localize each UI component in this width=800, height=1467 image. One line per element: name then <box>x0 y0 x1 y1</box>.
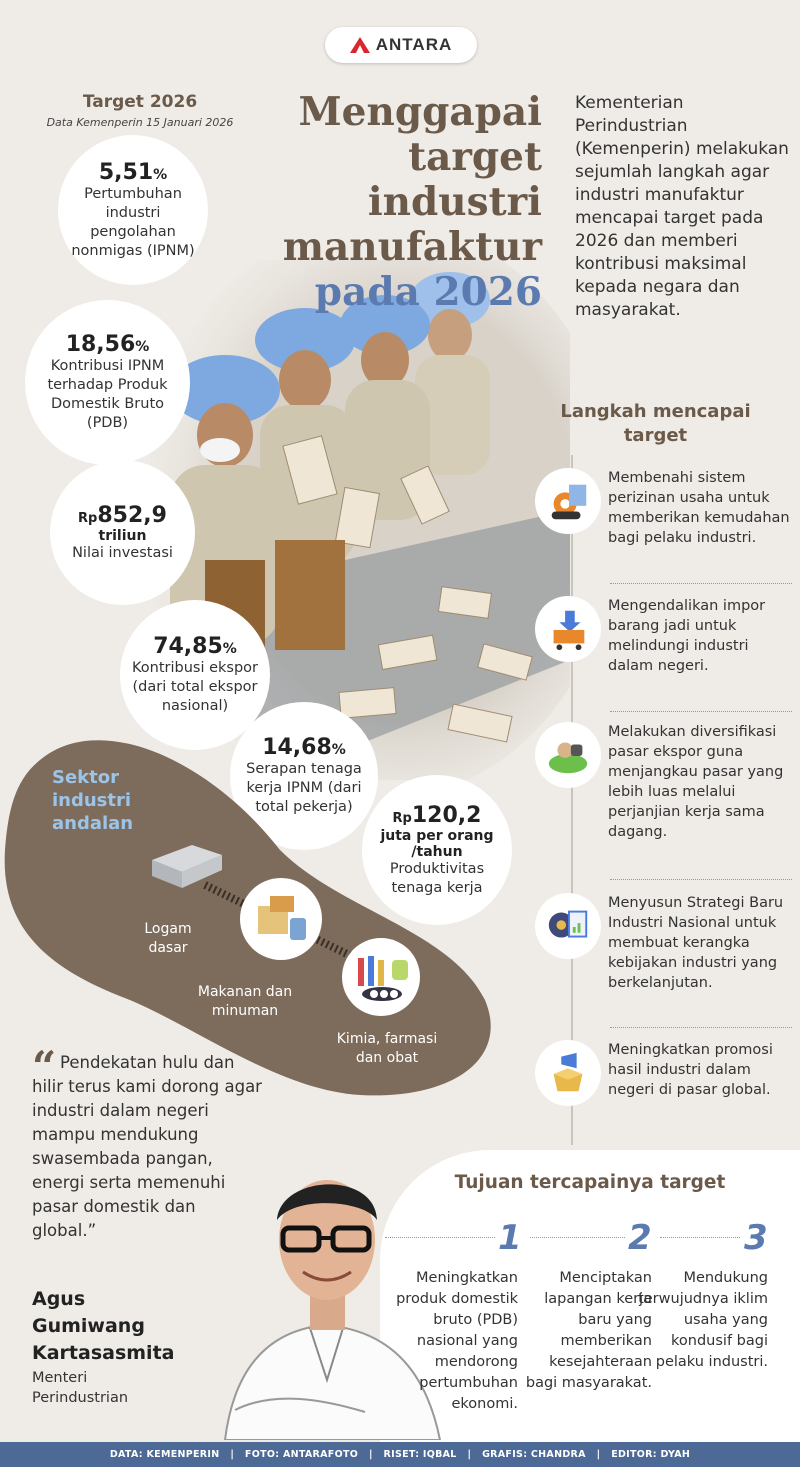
logam-icon <box>142 830 232 900</box>
antara-logo-icon <box>350 37 370 53</box>
goal-text-3: Mendukung terwujudnya iklim usaha yang kondusif bagi pelaku industri. <box>638 1270 768 1370</box>
title-line-3: manufaktur <box>282 224 542 270</box>
goal-number-3: 3 <box>744 1218 768 1258</box>
goal-text-2: Menciptakan lapangan kerja baru yang memberikan kesejahteraan bagi masyarakat. <box>525 1270 652 1391</box>
step-divider <box>610 879 792 880</box>
step-text-5: Meningkatkan promosi hasil industri dalam negeri di pasar global. <box>608 1042 773 1098</box>
target-source: Data Kemenperin 15 Januari 2026 <box>46 116 234 129</box>
kimia-icon <box>342 938 420 1016</box>
speaker-name <box>32 1286 174 1367</box>
sektor-title-line: industri <box>52 790 132 811</box>
handshake-globe-icon <box>535 722 601 788</box>
sektor-title <box>52 766 133 835</box>
step-text-3: Melakukan diversifikasi pasar ekspor guna menjangkau pasar yang lebih luas melalui perjanjian kerja sama dagang. <box>608 724 784 840</box>
title-line-4: pada 2026 <box>314 269 542 315</box>
goal-number-2: 2 <box>628 1218 652 1258</box>
sector-label-logam: Logam dasar <box>144 921 192 956</box>
credits-footer <box>0 1442 800 1467</box>
goal-number-1: 1 <box>498 1218 522 1258</box>
goal-divider <box>530 1237 625 1238</box>
stat-value: 18,56% <box>65 332 150 357</box>
stat-bubble-growth <box>58 135 208 285</box>
speaker-name-line: Agus <box>32 1288 86 1310</box>
step-divider <box>610 583 792 584</box>
stat-value: Rp120,2 <box>392 802 482 828</box>
goal-divider <box>660 1237 740 1238</box>
stat-value: 5,51% <box>98 159 168 185</box>
step-text-4: Menyusun Strategi Baru Industri Nasional untuk membuat kerangka kebijakan industri yang berkelanjutan. <box>608 895 784 991</box>
title-line-2: target industri <box>367 134 542 225</box>
page-title <box>280 90 542 315</box>
intro-paragraph: Kementerian Perindustrian (Kemenperin) melakukan sejumlah langkah agar industri manufaktur mencapai target pada 2026 dan memberi kontribusi maksimal kepada negara dan masyarakat. <box>575 93 789 320</box>
step-text-1: Membenahi sistem perizinan usaha untuk memberikan kemudahan bagi pelaku industri. <box>608 470 790 546</box>
credits-text: DATA: KEMENPERIN | FOTO: ANTARAFOTO | RISET: IQBAL | GRAFIS: CHANDRA | EDITOR: DYAH <box>109 1449 691 1460</box>
stat-value: Rp852,9 <box>78 502 167 528</box>
goal-divider <box>385 1237 495 1238</box>
stat-bubble-pdb <box>25 300 190 465</box>
quote-body: Pendekatan hulu dan hilir terus kami dorong agar industri dalam negeri mampu mendukung swasembada pangan, energi serta memenuhi pasar domestik dan global.” <box>32 1053 262 1240</box>
stat-desc: Nilai investasi <box>72 544 173 561</box>
speaker-name-line: Gumiwang <box>32 1315 145 1337</box>
sector-label-makanan: Makanan dan minuman <box>197 984 293 1019</box>
megaphone-box-icon <box>535 1040 601 1106</box>
target-header <box>40 92 240 129</box>
tujuan-heading: Tujuan tercapainya target <box>454 1172 726 1193</box>
gear-document-icon <box>535 468 601 534</box>
stat-desc: Pertumbuhan industri pengolahan nonmigas (IPNM) <box>71 185 195 259</box>
stat-value: 14,68% <box>262 735 346 760</box>
stat-bubble-investasi <box>50 460 195 605</box>
langkah-heading: Langkah mencapai target <box>560 401 751 446</box>
stat-desc: Kontribusi IPNM terhadap Produk Domestik Bruto (PDB) <box>47 358 168 431</box>
speaker-role-line: Perindustrian <box>32 1390 129 1406</box>
sektor-title-line: Sektor <box>52 767 119 788</box>
stat-desc: Produktivitas tenaga kerja <box>389 860 485 896</box>
stat-desc: Kontribusi ekspor (dari total ekspor nasional) <box>131 660 259 714</box>
speaker-role <box>32 1368 128 1408</box>
target-heading: Target 2026 <box>82 92 198 112</box>
speaker-name-line: Kartasasmita <box>32 1342 175 1364</box>
stat-desc: Serapan tenaga kerja IPNM (dari total pekerja) <box>246 761 362 815</box>
stat-value: 74,85% <box>153 634 237 659</box>
sector-label-kimia: Kimia, farmasi dan obat <box>336 1031 438 1066</box>
antara-logo <box>325 27 477 63</box>
stat-sub: triliun <box>98 527 147 544</box>
sektor-title-line: andalan <box>52 813 134 834</box>
step-divider <box>610 1027 792 1028</box>
speaker-role-line: Menteri <box>32 1370 88 1386</box>
strategy-monitor-icon <box>535 893 601 959</box>
quote-mark-icon: “ <box>32 1042 57 1091</box>
logo-text: ANTARA <box>375 35 453 54</box>
goal-text-1: Meningkatkan produk domestik bruto (PDB) nasional yang mendorong pertumbuhan ekonomi. <box>396 1270 518 1412</box>
step-divider <box>610 711 792 712</box>
step-text-2: Mengendalikan impor barang jadi untuk melindungi industri dalam negeri. <box>608 598 766 674</box>
makanan-icon <box>240 878 322 960</box>
import-cart-icon <box>535 596 601 662</box>
stat-sub: juta per orang /tahun <box>380 827 494 860</box>
title-line-1: Menggapai <box>298 89 542 135</box>
